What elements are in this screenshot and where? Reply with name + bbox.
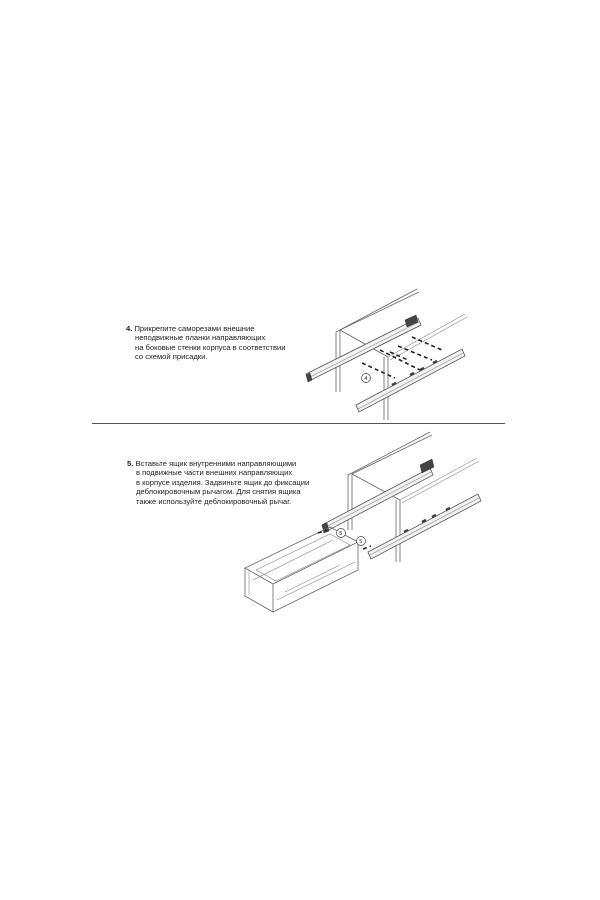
step-5-line-5: также используйте деблокировочный рычаг.	[136, 496, 292, 506]
step-5-number: 5.	[127, 459, 134, 468]
step-4-line-3: на боковые стенки корпуса в соответствии	[135, 342, 286, 352]
step-4-diagram	[306, 289, 467, 420]
slide-rail-upper	[306, 318, 421, 381]
svg-text:5: 5	[359, 539, 363, 545]
svg-text:4: 4	[364, 376, 368, 382]
step-4-line-4: со схемой присадки.	[135, 352, 208, 362]
step-5-line-3: в корпусе изделия. Задвиньте ящик до фиксации	[136, 477, 310, 487]
step-4-number: 4.	[126, 324, 133, 333]
step-5-diagram	[245, 432, 481, 612]
step-5-line-1: Вставьте ящик внутренними направляющими	[135, 459, 297, 468]
step-4-line-2: неподвижные планки направляющих	[135, 333, 266, 343]
slide-rail-lower	[356, 349, 465, 412]
step-4-line-1: Прикрепите саморезами внешние	[134, 324, 255, 333]
step-5-line-4: деблокировочным рычагом. Для снятия ящика	[136, 487, 301, 497]
svg-text:5: 5	[339, 531, 343, 537]
step-5-line-2: в подвижные части внешних направляющих	[136, 468, 293, 478]
